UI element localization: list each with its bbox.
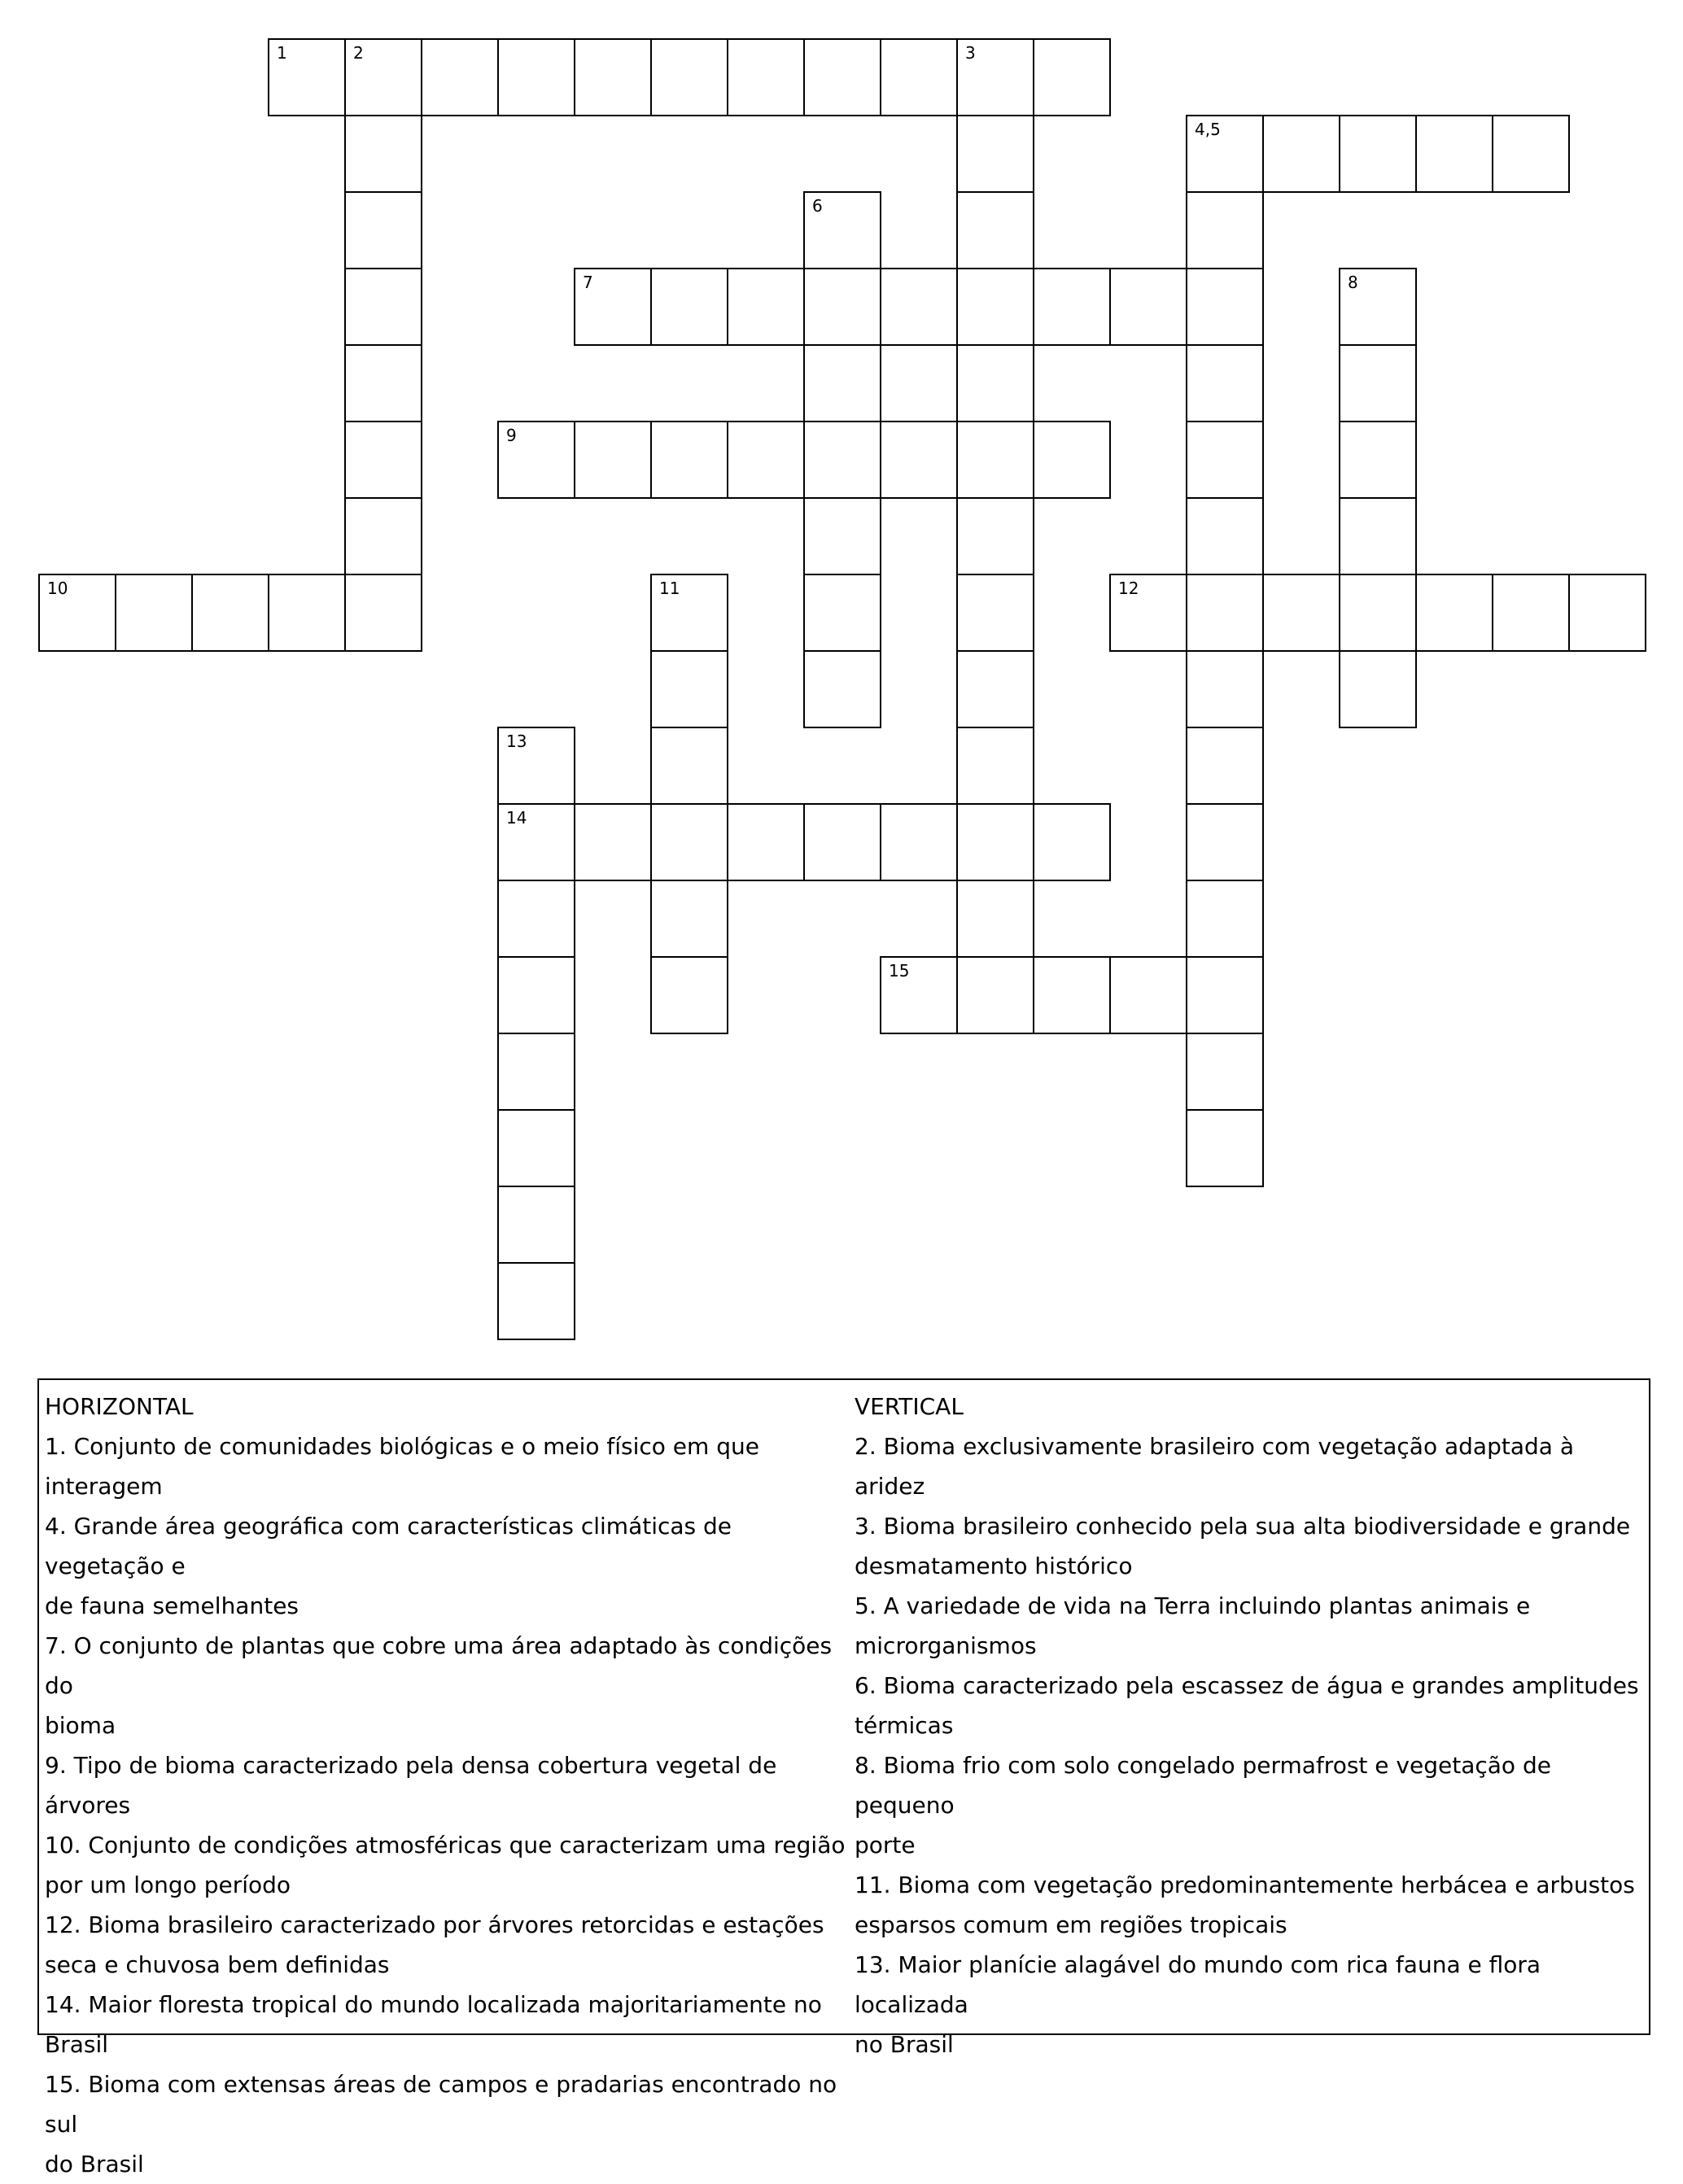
- crossword-cell[interactable]: [650, 727, 728, 805]
- clue-line: no Brasil: [855, 2031, 954, 2058]
- crossword-cell[interactable]: [344, 344, 422, 422]
- crossword-cell[interactable]: [803, 421, 881, 499]
- crossword-cell[interactable]: [497, 803, 575, 881]
- crossword-cell[interactable]: [497, 421, 575, 499]
- crossword-cell[interactable]: [574, 38, 652, 116]
- crossword-cell[interactable]: [1033, 803, 1111, 881]
- crossword-cell[interactable]: [1186, 1109, 1264, 1187]
- clue-line: porte: [855, 1832, 916, 1859]
- clue-line: 11. Bioma com vegetação predominantemente herbácea e arbustos: [855, 1872, 1635, 1898]
- clue-number: 15: [889, 961, 910, 981]
- crossword-cell[interactable]: [727, 38, 805, 116]
- crossword-cell[interactable]: [1262, 115, 1340, 193]
- crossword-cell[interactable]: [1109, 268, 1187, 346]
- clues-box: [37, 1378, 1650, 2177]
- crossword-cell[interactable]: [1109, 574, 1187, 652]
- clue-line: 9. Tipo de bioma caracterizado pela densa cobertura vegetal de árvores: [45, 1752, 777, 1819]
- crossword-cell[interactable]: [650, 880, 728, 958]
- crossword-cell[interactable]: [1339, 421, 1417, 499]
- crossword-cell[interactable]: [344, 38, 422, 116]
- crossword-cell[interactable]: [1186, 115, 1264, 193]
- clue-line: 1. Conjunto de comunidades biológicas e o meio físico em que interagem: [45, 1433, 759, 1500]
- clue-line: 8. Bioma frio com solo congelado permafrost e vegetação de pequeno: [855, 1752, 1551, 1819]
- crossword-cell[interactable]: [497, 1033, 575, 1111]
- crossword-cell[interactable]: [1186, 880, 1264, 958]
- clue-number: 9: [506, 426, 517, 445]
- clue-number: 2: [353, 43, 364, 63]
- clue-line: de fauna semelhantes: [45, 1592, 299, 1619]
- crossword-cell[interactable]: [1186, 956, 1264, 1034]
- crossword-cell[interactable]: [574, 803, 652, 881]
- crossword-cell[interactable]: [650, 803, 728, 881]
- crossword-cell[interactable]: [268, 38, 346, 116]
- horizontal-heading: HORIZONTAL: [45, 1393, 194, 1420]
- clue-line: 15. Bioma com extensas áreas de campos e pradarias encontrado no sul: [45, 2071, 837, 2138]
- clue-line: esparsos comum em regiões tropicais: [855, 1911, 1287, 1938]
- crossword-cell[interactable]: [880, 38, 958, 116]
- crossword-cell[interactable]: [268, 574, 346, 652]
- clue-number: 8: [1348, 273, 1358, 292]
- crossword-cell[interactable]: [344, 574, 422, 652]
- crossword-cell[interactable]: [1339, 344, 1417, 422]
- crossword-cell[interactable]: [1568, 574, 1646, 652]
- crossword-cell[interactable]: [1339, 497, 1417, 575]
- crossword-cell[interactable]: [803, 268, 881, 346]
- crossword-cell[interactable]: [956, 115, 1034, 193]
- crossword-cell[interactable]: [803, 38, 881, 116]
- vertical-clues: [855, 1387, 1644, 2064]
- clue-line: 12. Bioma brasileiro caracterizado por árvores retorcidas e estações: [45, 1911, 824, 1938]
- crossword-cell[interactable]: [956, 727, 1034, 805]
- clue-line: 6. Bioma caracterizado pela escassez de água e grandes amplitudes: [855, 1672, 1639, 1699]
- crossword-cell[interactable]: [1033, 421, 1111, 499]
- crossword-cell[interactable]: [1186, 191, 1264, 269]
- crossword-cell[interactable]: [191, 574, 269, 652]
- crossword-cell[interactable]: [1186, 574, 1264, 652]
- crossword-cell[interactable]: [956, 497, 1034, 575]
- crossword-cell[interactable]: [1186, 727, 1264, 805]
- crossword-cell[interactable]: [1186, 421, 1264, 499]
- crossword-cell[interactable]: [650, 956, 728, 1034]
- crossword-cell[interactable]: [421, 38, 499, 116]
- crossword-cell[interactable]: [1033, 268, 1111, 346]
- crossword-cell[interactable]: [650, 574, 728, 652]
- crossword-cell[interactable]: [1186, 1033, 1264, 1111]
- crossword-cell[interactable]: [956, 956, 1034, 1034]
- crossword-cell[interactable]: [956, 574, 1034, 652]
- crossword-cell[interactable]: [880, 421, 958, 499]
- crossword-cell[interactable]: [497, 38, 575, 116]
- crossword-cell[interactable]: [956, 344, 1034, 422]
- crossword-cell[interactable]: [1109, 956, 1187, 1034]
- crossword-cell[interactable]: [880, 803, 958, 881]
- crossword-cell[interactable]: [1339, 574, 1417, 652]
- crossword-cell[interactable]: [727, 268, 805, 346]
- clue-line: 4. Grande área geográfica com características climáticas de vegetação e: [45, 1513, 732, 1579]
- crossword-cell[interactable]: [880, 268, 958, 346]
- crossword-cell[interactable]: [574, 421, 652, 499]
- crossword-cell[interactable]: [1033, 38, 1111, 116]
- crossword-cell[interactable]: [880, 956, 958, 1034]
- clue-line: por um longo período: [45, 1872, 291, 1898]
- clue-line: 13. Maior planície alagável do mundo com rica fauna e flora localizada: [855, 1951, 1541, 2018]
- crossword-cell[interactable]: [956, 191, 1034, 269]
- clue-line: seca e chuvosa bem definidas: [45, 1951, 390, 1978]
- crossword-cell[interactable]: [650, 421, 728, 499]
- clue-line: Brasil: [45, 2031, 109, 2058]
- vertical-heading: VERTICAL: [855, 1393, 964, 1420]
- crossword-cell[interactable]: [1415, 574, 1493, 652]
- crossword-cell[interactable]: [803, 650, 881, 728]
- crossword-cell[interactable]: [727, 803, 805, 881]
- crossword-cell[interactable]: [650, 38, 728, 116]
- clue-number: 13: [506, 732, 527, 751]
- clue-line: bioma: [45, 1712, 116, 1739]
- crossword-cell[interactable]: [344, 421, 422, 499]
- clue-line: 7. O conjunto de plantas que cobre uma área adaptado às condições do: [45, 1632, 833, 1699]
- crossword-cell[interactable]: [956, 650, 1034, 728]
- crossword-cell[interactable]: [497, 880, 575, 958]
- crossword-cell[interactable]: [803, 191, 881, 269]
- clue-line: térmicas: [855, 1712, 954, 1739]
- clue-number: 1: [277, 43, 287, 63]
- crossword-cell[interactable]: [803, 344, 881, 422]
- clue-number: 12: [1118, 579, 1139, 598]
- crossword-cell[interactable]: [115, 574, 193, 652]
- crossword-cell[interactable]: [497, 727, 575, 805]
- clue-number: 3: [965, 43, 976, 63]
- crossword-cell[interactable]: [650, 268, 728, 346]
- crossword-cell[interactable]: [344, 191, 422, 269]
- clue-line: 2. Bioma exclusivamente brasileiro com vegetação adaptada à aridez: [855, 1433, 1574, 1500]
- crossword-cell[interactable]: [1186, 344, 1264, 422]
- crossword-cell[interactable]: [497, 956, 575, 1034]
- crossword-cell[interactable]: [803, 803, 881, 881]
- crossword-cell[interactable]: [650, 650, 728, 728]
- clue-line: 5. A variedade de vida na Terra incluindo plantas animais e: [855, 1592, 1531, 1619]
- crossword-cell[interactable]: [1186, 803, 1264, 881]
- crossword-cell[interactable]: [1492, 115, 1570, 193]
- clue-line: microrganismos: [855, 1632, 1037, 1659]
- crossword-cell[interactable]: [956, 880, 1034, 958]
- clue-line: 3. Bioma brasileiro conhecido pela sua alta biodiversidade e grande: [855, 1513, 1631, 1540]
- crossword-cell[interactable]: [956, 268, 1034, 346]
- clue-line: 14. Maior floresta tropical do mundo localizada majoritariamente no: [45, 1991, 822, 2018]
- crossword-cell[interactable]: [1186, 268, 1264, 346]
- crossword-cell[interactable]: [344, 497, 422, 575]
- clue-number: 14: [506, 808, 527, 828]
- crossword-cell[interactable]: [344, 268, 422, 346]
- crossword-cell[interactable]: [1339, 115, 1417, 193]
- crossword-cell[interactable]: [956, 421, 1034, 499]
- crossword-cell[interactable]: [1186, 650, 1264, 728]
- crossword-cell[interactable]: [497, 1186, 575, 1264]
- clue-number: 7: [583, 273, 593, 292]
- clue-line: 10. Conjunto de condições atmosféricas que caracterizam uma região: [45, 1832, 846, 1859]
- crossword-cell[interactable]: [1262, 574, 1340, 652]
- crossword-cell[interactable]: [956, 803, 1034, 881]
- clue-line: desmatamento histórico: [855, 1553, 1133, 1579]
- crossword-cell[interactable]: [574, 268, 652, 346]
- crossword-cell[interactable]: [1186, 497, 1264, 575]
- clue-number: 11: [659, 579, 680, 598]
- crossword-cell[interactable]: [803, 497, 881, 575]
- crossword-cell[interactable]: [38, 574, 116, 652]
- clue-number: 10: [47, 579, 68, 598]
- crossword-cell[interactable]: [1339, 650, 1417, 728]
- crossword-cell[interactable]: [1033, 956, 1111, 1034]
- clue-number: 6: [812, 196, 823, 216]
- clue-line: do Brasil: [45, 2151, 144, 2177]
- crossword-cell[interactable]: [1415, 115, 1493, 193]
- crossword-cell[interactable]: [803, 574, 881, 652]
- crossword-cell[interactable]: [497, 1262, 575, 1340]
- crossword-cell[interactable]: [497, 1109, 575, 1187]
- crossword-cell[interactable]: [956, 38, 1034, 116]
- horizontal-clues: [45, 1387, 849, 2184]
- crossword-cell[interactable]: [1492, 574, 1570, 652]
- clue-number: 4,5: [1195, 120, 1221, 139]
- crossword-cell[interactable]: [727, 421, 805, 499]
- crossword-cell[interactable]: [1339, 268, 1417, 346]
- crossword-cell[interactable]: [344, 115, 422, 193]
